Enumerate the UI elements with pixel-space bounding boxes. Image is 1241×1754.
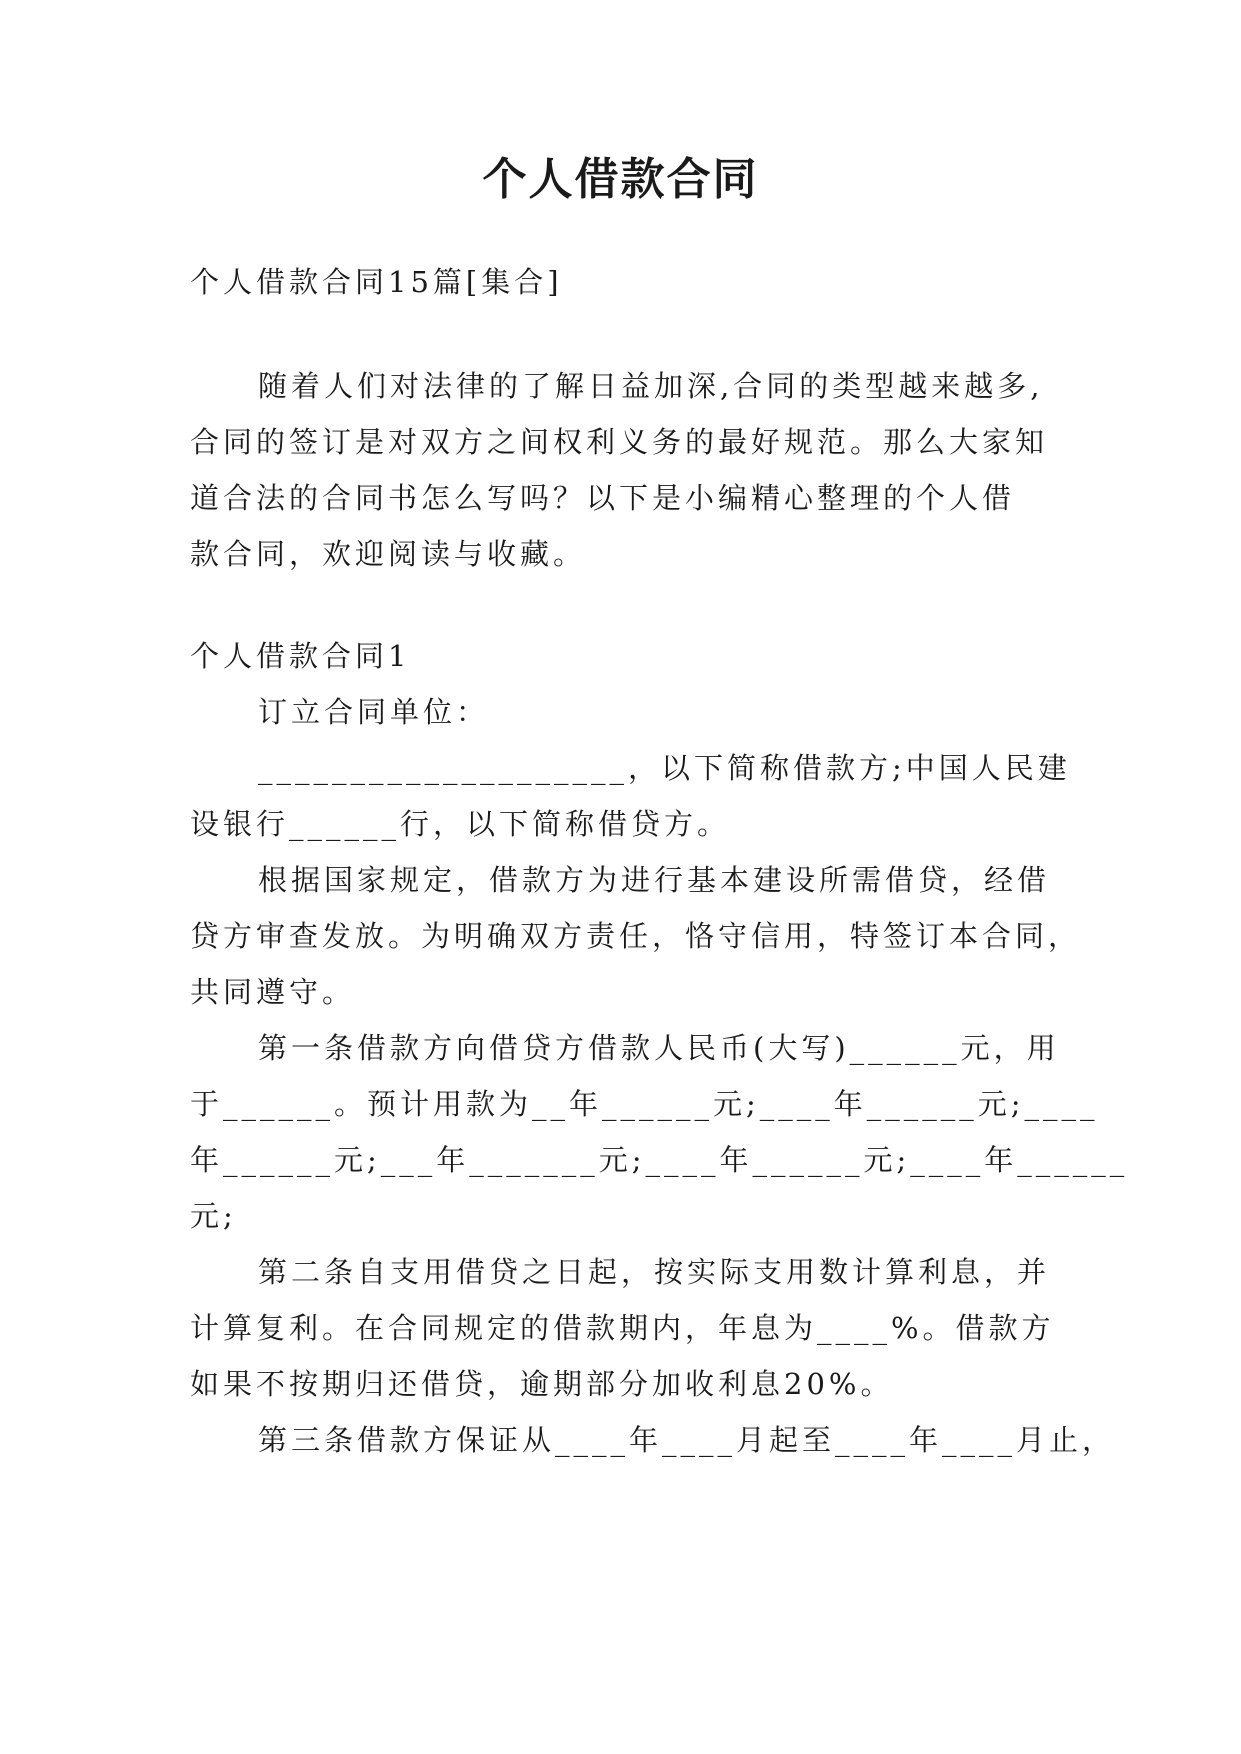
body-line: 于______。预计用款为__年______元;____年______元;____ <box>190 1087 1099 1121</box>
body-line: 贷方审查发放。为明确双方责任，恪守信用，特签订本合同， <box>190 919 1082 953</box>
body-line: 根据国家规定，借款方为进行基本建设所需借贷，经借 <box>258 863 1051 897</box>
body-line: 第三条借款方保证从____年____月起至____年____月止， <box>258 1423 1116 1457</box>
body-line: 元; <box>190 1199 237 1233</box>
body-line: 第二条自支用借贷之日起，按实际支用数计算利息，并 <box>258 1255 1051 1289</box>
intro-line: 随着人们对法律的了解日益加深,合同的类型越来越多, <box>258 369 1044 403</box>
document-title: 个人借款合同 <box>482 154 759 205</box>
body-line: 设银行______行，以下简称借贷方。 <box>190 807 731 841</box>
body-line: 如果不按期归还借贷，逾期部分加收利息20%。 <box>190 1367 894 1401</box>
body-line: ____________________，以下简称借款方;中国人民建 <box>258 751 1071 785</box>
body-line: 计算复利。在合同规定的借款期内，年息为____%。借款方 <box>190 1311 1055 1345</box>
body-line: 年______元;___年_______元;____年______元;____年______ <box>190 1143 1129 1177</box>
body-line: 共同遵守。 <box>190 975 356 1009</box>
body-line: 订立合同单位： <box>258 695 490 729</box>
section-heading: 个人借款合同1 <box>190 639 411 673</box>
intro-line: 款合同，欢迎阅读与收藏。 <box>190 537 587 571</box>
intro-line: 道合法的合同书怎么写吗？以下是小编精心整理的个人借 <box>190 481 1016 515</box>
document-subtitle: 个人借款合同15篇[集合] <box>190 265 563 299</box>
body-line: 第一条借款方向借贷方借款人民币(大写)______元，用 <box>258 1031 1060 1065</box>
intro-line: 合同的签订是对双方之间权利义务的最好规范。那么大家知 <box>190 425 1049 459</box>
